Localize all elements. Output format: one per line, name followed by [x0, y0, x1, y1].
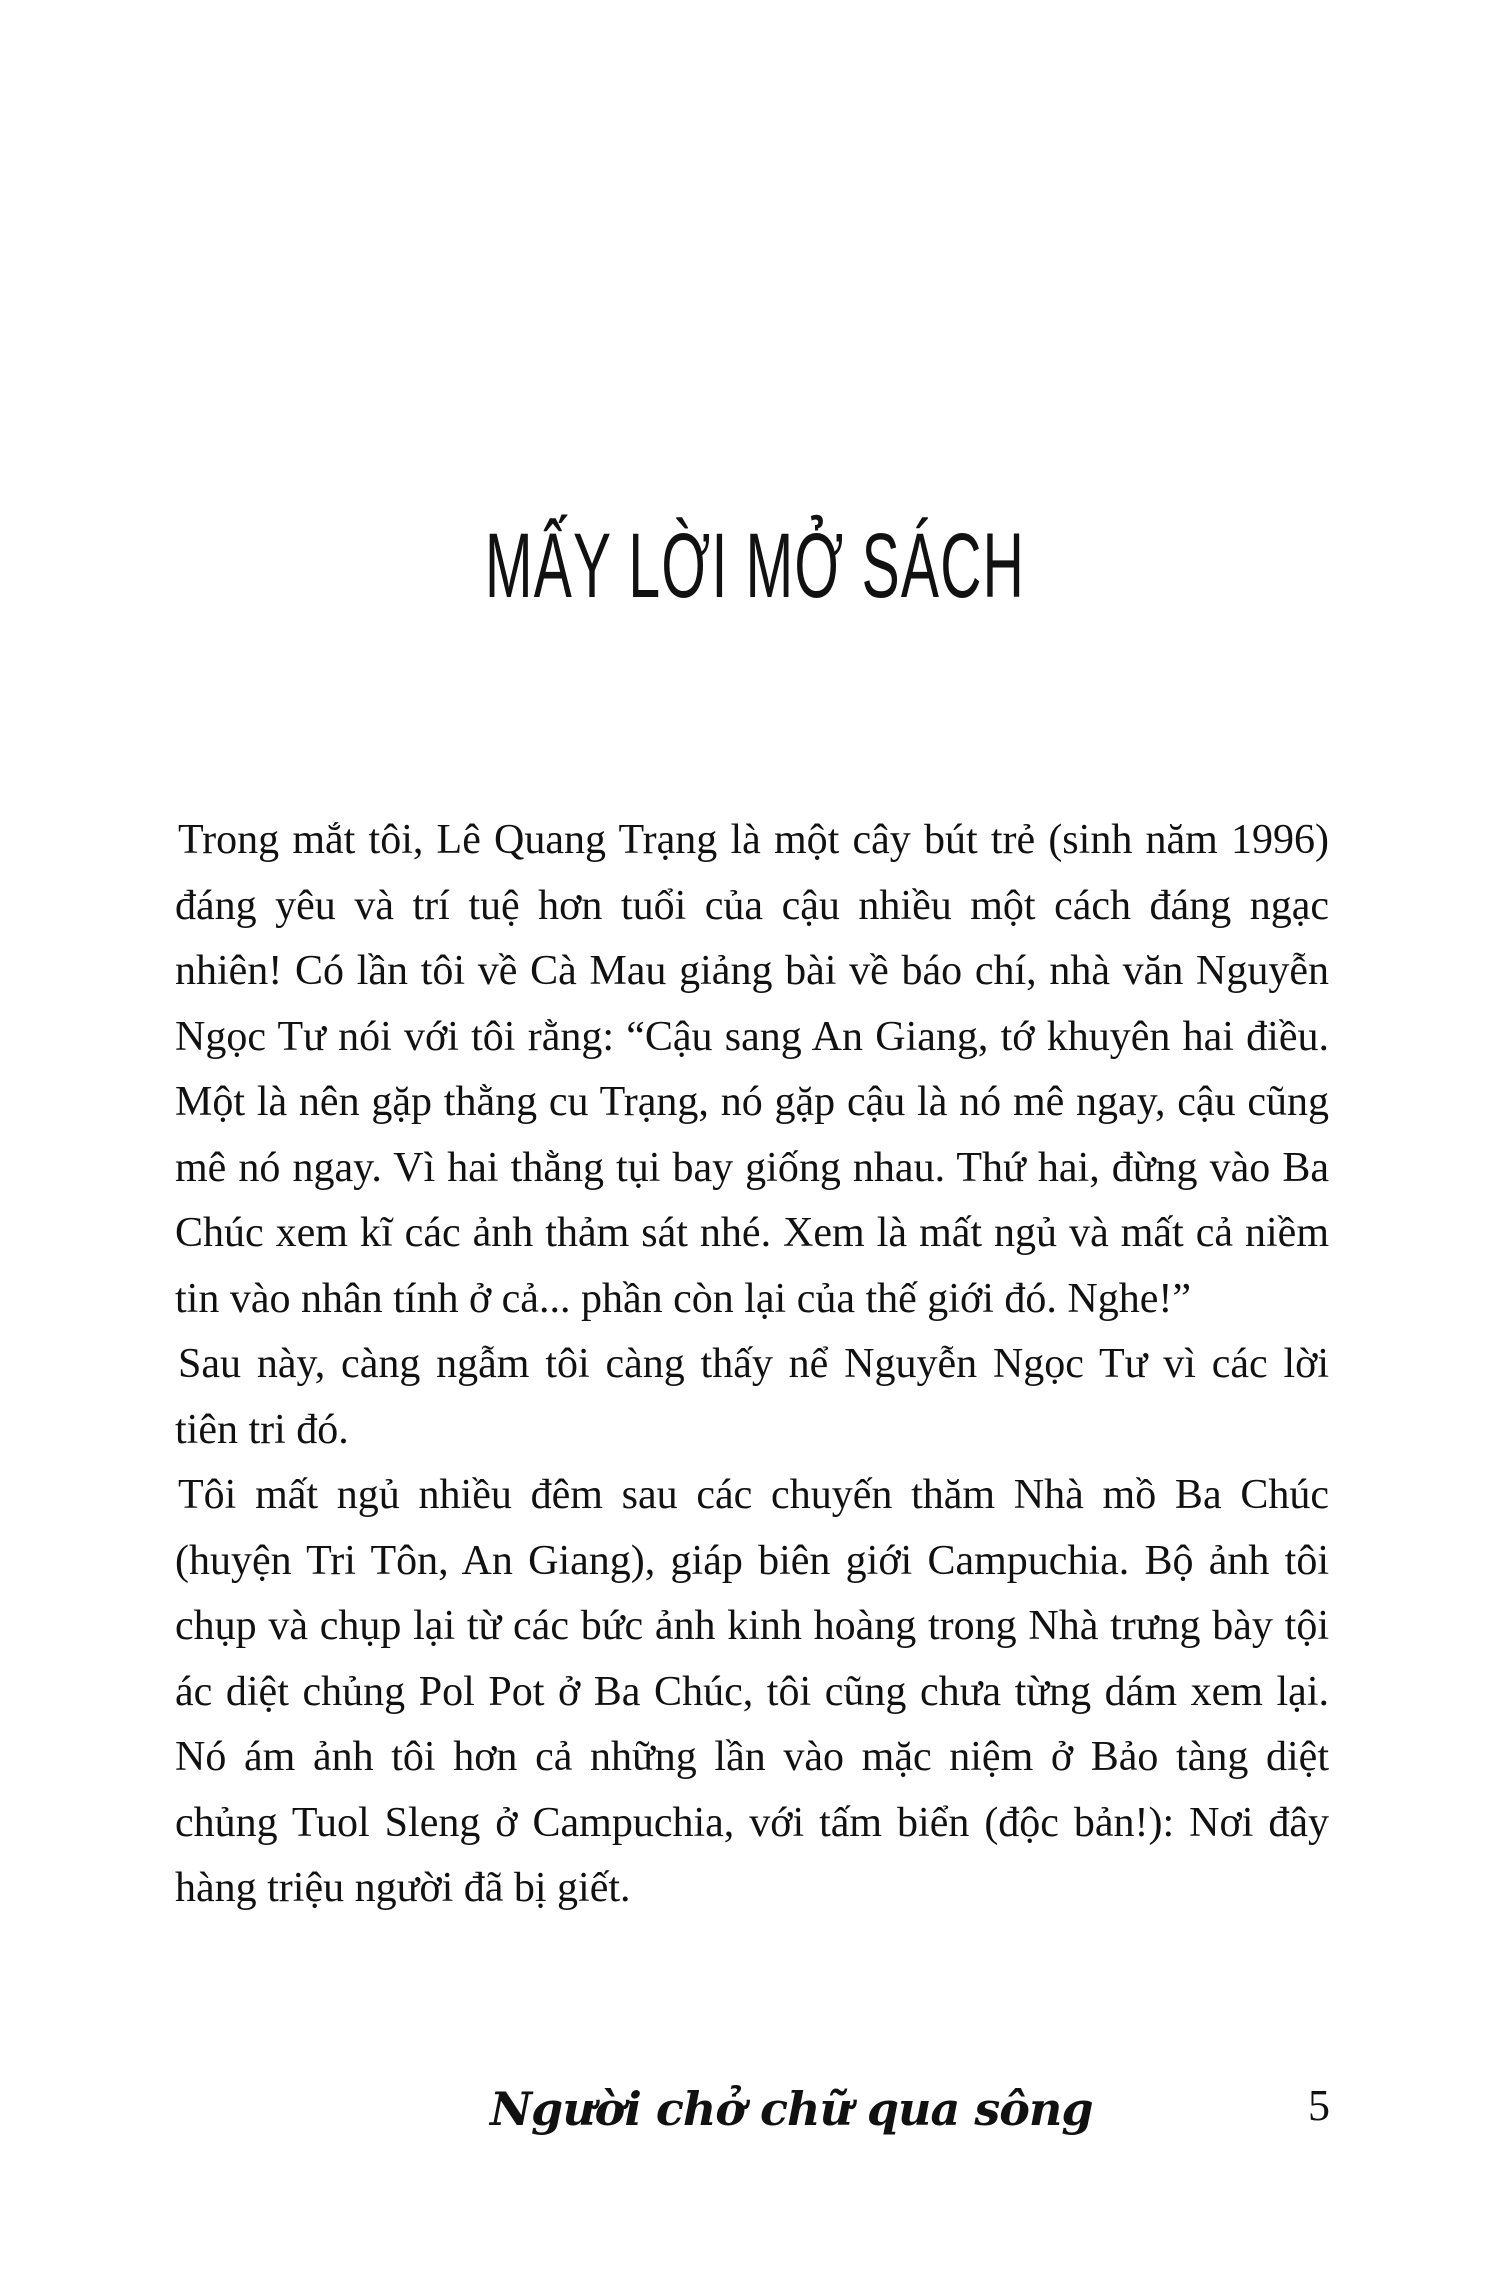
- page-number: 5: [1308, 2081, 1330, 2130]
- running-footer-book-title: Người chở chữ qua sông: [490, 2082, 1093, 2136]
- chapter-heading: MẤY LỜI MỞ SÁCH: [484, 515, 1026, 617]
- body-text: [175, 808, 1329, 1922]
- paragraph: Trong mắt tôi, Lê Quang Trạng là một cây bút trẻ (sinh năm 1996) đáng yêu và trí tuệ hơn tuổi của cậu nhiều một cách đáng ngạc nhiên! Có lần tôi về Cà Mau giảng bài về báo chí, nhà văn Nguyễn Ngọc Tư nói với tôi rằng: “Cậu sang An Giang, tớ khuyên hai điều. Một là nên gặp thằng cu Trạng, nó gặp cậu là nó mê ngay, cậu cũng mê nó ngay. Vì hai thằng tụi bay giống nhau. Thứ hai, đừng vào Ba Chúc xem kĩ các ảnh thảm sát nhé. Xem là mất ngủ và mất cả niềm tin vào nhân tính ở cả... phần còn lại của thế giới đó. Nghe!”: [175, 817, 1329, 1322]
- paragraph: Sau này, càng ngẫm tôi càng thấy nể Nguyễn Ngọc Tư vì các lời tiên tri đó.: [175, 1341, 1329, 1453]
- paragraph: Tôi mất ngủ nhiều đêm sau các chuyến thăm Nhà mồ Ba Chúc (huyện Tri Tôn, An Giang), giáp biên giới Campuchia. Bộ ảnh tôi chụp và chụp lại từ các bức ảnh kinh hoàng trong Nhà trưng bày tội ác diệt chủng Pol Pot ở Ba Chúc, tôi cũng chưa từng dám xem lại. Nó ám ảnh tôi hơn cả những lần vào mặc niệm ở Bảo tàng diệt chủng Tuol Sleng ở Campuchia, với tấm biển (độc bản!): Nơi đây hàng triệu người đã bị giết.: [175, 1472, 1329, 1911]
